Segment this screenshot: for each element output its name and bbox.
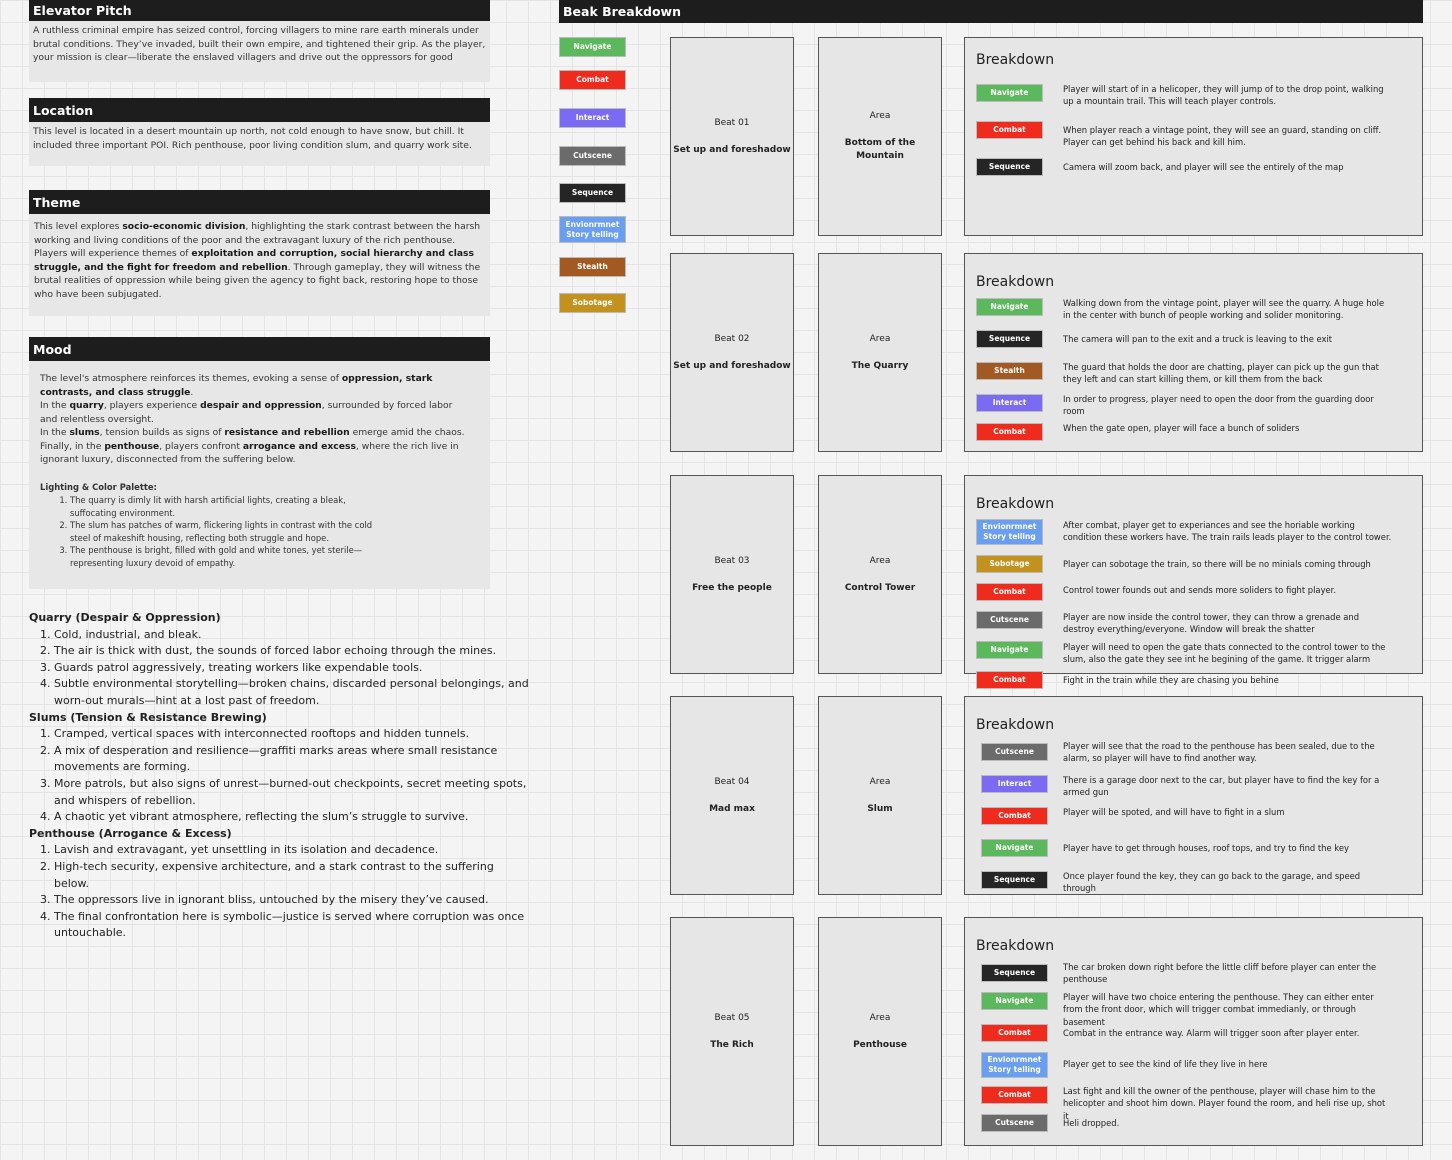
list-item: 4. A chaotic yet vibrant atmosphere, reflecting the slum’s struggle to survive. (54, 809, 529, 826)
breakdown-item-text: When the gate open, player will face a bunch of soliders (1063, 423, 1300, 433)
breakdown-card-4 (964, 696, 1423, 895)
breakdown-item-text: After combat, player get to experiances and see the horiable working condition these workers have. The train rails leads player to the control tower. (1063, 520, 1392, 543)
area-label: Area (869, 777, 891, 787)
breakdown-item-text: The car broken down right before the little cliff before player can enter the penthouse (1063, 962, 1377, 985)
list-item: 2. High-tech security, expensive architecture, and a stark contrast to the suffering below. (54, 859, 529, 892)
breakdown-item-text: Player will see that the road to the penthouse has been sealed, due to the alarm, so player will have to find another way. (1063, 741, 1375, 764)
breakdown-item-text: Player have to get through houses, roof tops, and try to find the key (1063, 843, 1349, 853)
breakdown-item-text: Player are now inside the control tower, they can throw a grenade and destroy everything/everyone. Window will break the shatter (1063, 612, 1360, 635)
tag-sequence: Sequence (976, 330, 1043, 348)
beat-title: Mad max (709, 804, 755, 814)
tag-sequence: Sequence (976, 158, 1043, 176)
legend-tag-cutscene: Cutscene (559, 146, 626, 166)
list-item: 4. The final confrontation here is symbolic—justice is served where corruption was once untouchable. (54, 909, 529, 942)
legend-tag-interact: Interact (559, 108, 626, 128)
breakdown-title: Breakdown (976, 274, 1055, 290)
lighting-item: 2. The slum has patches of warm, flickering lights in contrast with the cold steel of makeshift housing, reflecting both struggle and hope. (70, 519, 390, 544)
beat-card-5 (670, 917, 794, 1146)
list-item: 1. Lavish and extravagant, yet unsettling in its isolation and decadence. (54, 842, 529, 859)
breakdown-item-text: The guard that holds the door are chatting, player can pick up the gun that they left and can start killing them, or kill them from the back (1063, 362, 1379, 385)
breakdown-item-text: Player can sobotage the train, so there will be no minials coming through (1063, 559, 1371, 569)
tag-combat: Combat (981, 1024, 1048, 1042)
legend-tag-combat: Combat (559, 70, 626, 90)
tag-cutscene: Cutscene (976, 611, 1043, 629)
beat-card-3 (670, 475, 794, 674)
breakdown-item-text: The camera will pan to the exit and a truck is leaving to the exit (1063, 334, 1333, 344)
area-title-slums: Slums (Tension & Resistance Brewing) (29, 710, 267, 724)
beat-card-4 (670, 696, 794, 895)
area-name: Slum (867, 804, 893, 814)
mood-line-3: In the slums, tension builds as signs of resistance and rebellion emerge amid the chaos. (40, 427, 465, 438)
tag-sequence: Sequence (981, 871, 1048, 889)
tag-sequence: Sequence (981, 964, 1048, 982)
mood-header: Mood (29, 337, 490, 361)
breakdown-item-text: Player will need to open the gate thats connected to the control tower to the slum, also the gate they see int he begining of the game. It trigger alarm (1063, 642, 1386, 665)
breakdown-item-text: Player will start of in a helicoper, they will jump of to the drop point, walking up a mountain trail. This will teach player controls. (1063, 84, 1384, 107)
lighting-list (40, 494, 390, 569)
beat-number: Beat 04 (714, 777, 750, 787)
beat-title: Set up and foreshadow (673, 145, 791, 155)
tag-interact: Interact (976, 394, 1043, 412)
tag-combat: Combat (981, 1086, 1048, 1104)
area-label: Area (869, 111, 891, 121)
elevator-pitch-header: Elevator Pitch (29, 0, 490, 21)
tag-cutscene: Cutscene (981, 1114, 1048, 1132)
list-item: 2. A mix of desperation and resilience—graffiti marks areas where small resistance movements are forming. (54, 743, 529, 776)
beat-title: Set up and foreshadow (673, 361, 791, 371)
breakdown-item-text: Player will have two choice entering the penthouse. They can either enter from the front door, which will trigger combat immedianly, or through basement (1063, 992, 1374, 1027)
area-title-quarry: Quarry (Despair & Oppression) (29, 611, 221, 624)
area-title-penthouse: Penthouse (Arrogance & Excess) (29, 826, 232, 840)
tag-combat: Combat (976, 671, 1043, 689)
breakdown-title: Breakdown (976, 717, 1055, 733)
tag-combat: Combat (976, 423, 1043, 441)
tag-navigate: Navigate (976, 641, 1043, 659)
area-name: Penthouse (853, 1040, 907, 1050)
breakdown-item-text: Combat in the entrance way. Alarm will trigger soon after player enter. (1063, 1028, 1360, 1038)
beak-breakdown-header: Beak Breakdown (559, 0, 1423, 23)
beat-card-1 (670, 37, 794, 236)
area-list-quarry (29, 627, 529, 710)
mood-line-2: In the quarry, players experience despair and oppression, surrounded by forced labor and relentless oversight. (40, 400, 453, 425)
lighting-item: 1. The quarry is dimly lit with harsh artificial lights, creating a bleak, suffocating environment. (70, 494, 390, 519)
lighting-title: Lighting & Color Palette: (40, 481, 157, 492)
breakdown-item-text: There is a garage door next to the car, but player have to find the key for a armed gun (1063, 775, 1380, 798)
area-notes (29, 610, 529, 942)
area-label: Area (869, 556, 891, 566)
breakdown-item-text: Control tower founds out and sends more soliders to fight player. (1063, 585, 1337, 595)
tag-combat: Combat (976, 121, 1043, 139)
beat-title: Free the people (692, 583, 772, 593)
breakdown-item-text: In order to progress, player need to open the door from the guarding door room (1063, 394, 1374, 417)
area-label: Area (869, 334, 891, 344)
tag-combat: Combat (981, 807, 1048, 825)
breakdown-item-text: Walking down from the vintage point, player will see the quarry. A huge hole in the center with bunch of people working and solider monitoring. (1063, 298, 1385, 321)
list-item: 2. The air is thick with dust, the sounds of forced labor echoing through the mines. (54, 643, 529, 660)
breakdown-card-2 (964, 253, 1423, 452)
tag-navigate: Navigate (976, 298, 1043, 316)
area-card-1 (818, 37, 942, 236)
list-item: 1. Cramped, vertical spaces with interconnected rooftops and hidden tunnels. (54, 726, 529, 743)
breakdown-card-5 (964, 917, 1423, 1146)
location-body: This level is located in a desert mountain up north, not cold enough to have snow, but chill. It included three important POI. Rich penthouse, poor living condition slum, and quarry work site. (29, 122, 490, 166)
beat-number: Beat 02 (714, 334, 750, 344)
breakdown-item-text: Fight in the train while they are chasing you behine (1063, 675, 1279, 685)
beat-title: The Rich (710, 1040, 754, 1050)
theme-header: Theme (29, 190, 490, 214)
breakdown-item-text: When player reach a vintage point, they will see an guard, standing on cliff. Player can get behind his back and kill him. (1063, 125, 1382, 148)
list-item: 3. The oppressors live in ignorant bliss, untouched by the misery they’ve caused. (54, 892, 529, 909)
breakdown-card-1 (964, 37, 1423, 236)
tag-cutscene: Cutscene (981, 743, 1048, 761)
tag-sabotage: Sobotage (976, 555, 1043, 573)
beat-number: Beat 03 (714, 556, 750, 566)
elevator-pitch-body: A ruthless criminal empire has seized control, forcing villagers to mine rare earth minerals under brutal conditions. They’ve invaded, built their own empire, and tightened their grip. As the player, your mission is clear—liberate the enslaved villagers and drive out the oppressors for good (29, 21, 490, 82)
area-card-5 (818, 917, 942, 1146)
list-item: 4. Subtle environmental storytelling—broken chains, discarded personal belongings, and worn-out murals—hint at a lost past of freedom. (54, 676, 529, 709)
mood-line-4: Finally, in the penthouse, players confront arrogance and excess, where the rich live in ignorant luxury, disconnected from the suffering below. (40, 440, 459, 465)
beat-number: Beat 01 (714, 118, 750, 128)
tag-environment: Envionrmnet Story telling (981, 1052, 1048, 1078)
tag-interact: Interact (981, 775, 1048, 793)
tag-navigate: Navigate (976, 84, 1043, 102)
list-item: 3. More patrols, but also signs of unrest—burned-out checkpoints, secret meeting spots, and whispers of rebellion. (54, 776, 529, 809)
list-item: 1. Cold, industrial, and bleak. (54, 627, 529, 644)
breakdown-item-text: Player will be spoted, and will have to fight in a slum (1063, 807, 1285, 817)
mood-body (29, 361, 490, 589)
beat-card-2 (670, 253, 794, 452)
breakdown-item-text: Once player found the key, they can go back to the garage, and speed through (1063, 871, 1361, 894)
tag-environment: Envionrmnet Story telling (976, 519, 1043, 545)
breakdown-item-text: Camera will zoom back, and player will see the entirely of the map (1063, 162, 1344, 172)
area-list-slums (29, 726, 529, 826)
legend-tag-navigate: Navigate (559, 37, 626, 57)
area-label: Area (869, 1013, 891, 1023)
breakdown-title: Breakdown (976, 938, 1055, 954)
legend-tag-sequence: Sequence (559, 183, 626, 203)
tag-stealth: Stealth (976, 362, 1043, 380)
area-card-2 (818, 253, 942, 452)
breakdown-title: Breakdown (976, 52, 1055, 68)
tag-combat: Combat (976, 583, 1043, 601)
lighting-item: 3. The penthouse is bright, filled with gold and white tones, yet sterile—representing luxury devoid of empathy. (70, 544, 390, 569)
legend-tag-stealth: Stealth (559, 257, 626, 277)
beat-number: Beat 05 (714, 1013, 750, 1023)
breakdown-title: Breakdown (976, 496, 1055, 512)
area-name: The Quarry (851, 361, 909, 371)
location-header: Location (29, 98, 490, 122)
area-list-penthouse (29, 842, 529, 942)
legend-tag-environment: Envionrmnet Story telling (559, 216, 626, 243)
breakdown-item-text: Player get to see the kind of life they live in here (1063, 1059, 1268, 1069)
area-card-3 (818, 475, 942, 674)
legend-tag-sabotage: Sobotage (559, 293, 626, 313)
area-card-4 (818, 696, 942, 895)
theme-body: This level explores socio-economic division, highlighting the stark contrast between the harsh working and living conditions of the poor and the extravagant luxury of the rich penthouse. Players will experience themes of exploitation and corruption, social hierarchy and class struggle, and the fight for freedom and rebellion. Through gameplay, they will witness the brutal realities of oppression while being given the agency to fight back, restoring hope to those who have been subjugated. (29, 214, 490, 316)
breakdown-item-text: Last fight and kill the owner of the penthouse, player will chase him to the helicopter and shoot him down. Player found the room, and heli rise up, shot it (1063, 1086, 1386, 1121)
tag-navigate: Navigate (981, 992, 1048, 1010)
mood-line-1: The level's atmosphere reinforces its themes, evoking a sense of oppression, stark contrasts, and class struggle. (40, 373, 433, 398)
breakdown-item-text: Heli dropped. (1063, 1118, 1120, 1128)
list-item: 3. Guards patrol aggressively, treating workers like expendable tools. (54, 660, 529, 677)
breakdown-card-3 (964, 475, 1423, 674)
tag-navigate: Navigate (981, 839, 1048, 857)
area-name: Bottom of the Mountain (844, 138, 916, 161)
area-name: Control Tower (844, 583, 916, 593)
